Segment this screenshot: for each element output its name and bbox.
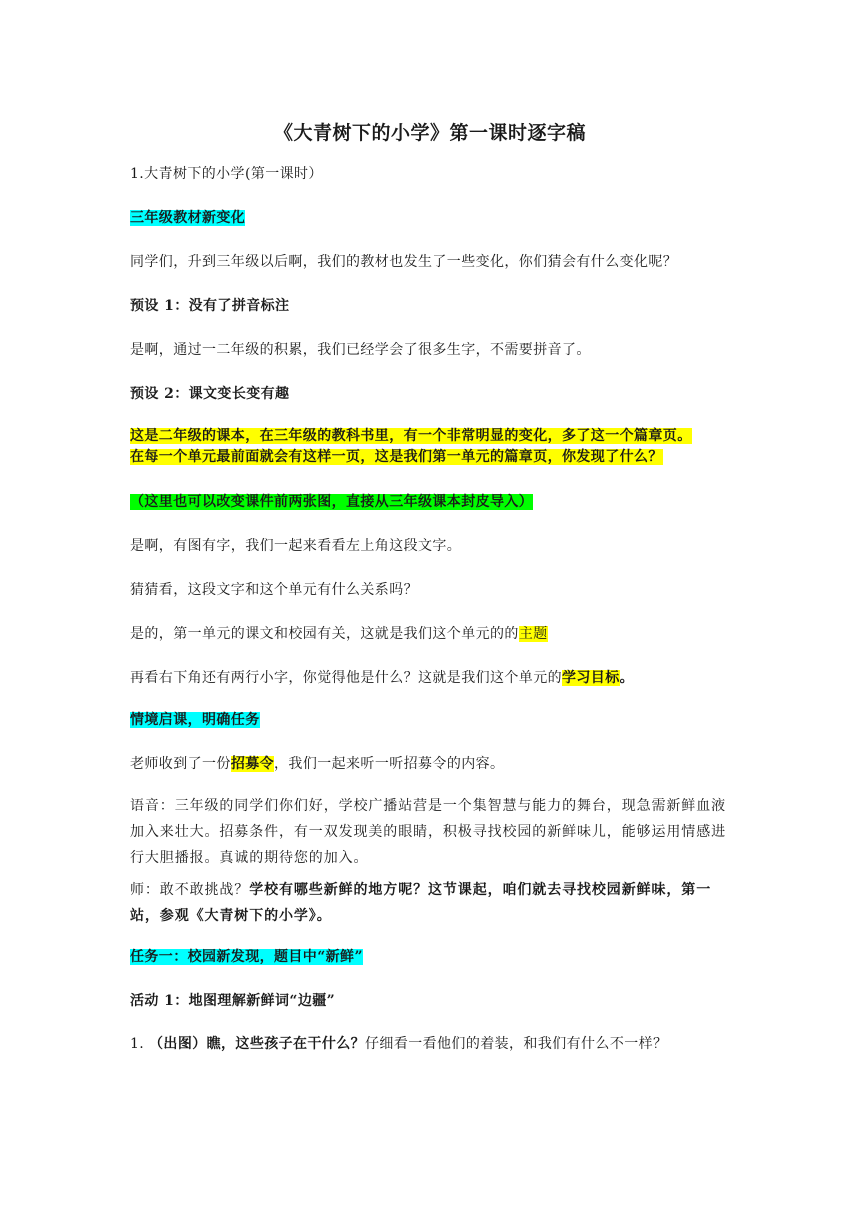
theme-sentence: 是的，第一单元的课文和校园有关，这就是我们这个单元的的	[130, 626, 519, 642]
highlighted-text: 这是二年级的课本，在三年级的教科书里，有一个非常明显的变化，多了这一个篇章页。	[130, 428, 692, 444]
question-bold: （出图）瞧，这些孩子在干什么？	[149, 1036, 366, 1052]
recruit-order-word: 招募令	[230, 756, 275, 772]
guess-question: 猜猜看，这段文字和这个单元有什么关系吗？	[130, 582, 418, 598]
lesson-heading: 1.大青树下的小学(第一课时）	[130, 166, 323, 182]
picture-text-line: 是啊，有图有字，我们一起来看看左上角这段文字。	[130, 538, 462, 554]
voice-paragraph: 语音：三年级的同学们你们好，学校广播站营是一个集智慧与能力的舞台，现急需新鲜血液加入来壮大。招募条件，有一双发现美的眼睛，积极寻找校园的新鲜味儿，能够运用情感进行大胆播报。真诚的期待您的加入。	[130, 798, 726, 866]
note-green	[130, 490, 740, 514]
theme-word: 主题	[518, 626, 548, 642]
question-number: 1.	[130, 1036, 145, 1052]
teacher-prefix: 师：敢不敢挑战？	[130, 882, 250, 898]
activity-1-heading: 活动 1：地图理解新鲜词“边疆”	[130, 993, 336, 1009]
task-1-heading	[130, 945, 740, 969]
chapter-page-line-2	[130, 445, 740, 469]
goal-word: 学习目标	[562, 670, 620, 686]
question-1	[130, 1032, 740, 1056]
preset-1-response: 是啊，通过一二年级的积累，我们已经学会了很多生字，不需要拼音了。	[130, 342, 591, 358]
preset-2-label: 预设 2：课文变长变有趣	[130, 386, 290, 402]
goal-tail: 。	[619, 670, 635, 686]
highlighted-text: 在每一个单元最前面就会有这样一页，这是我们第一单元的篇章页，你发现了什么？	[130, 449, 663, 465]
teacher-received-line	[130, 752, 740, 776]
preset-1-label: 预设 1：没有了拼音标注	[130, 298, 290, 314]
page-title: 《大青树下的小学》第一课时逐字稿	[273, 122, 586, 144]
goal-sentence: 再看右下角还有两行小字，你觉得他是什么？这就是我们这个单元的	[130, 670, 562, 686]
section-label: 任务一：校园新发现，题目中“新鲜”	[130, 949, 363, 965]
teacher-bold-text: 学校有哪些新鲜的地方呢？这节课起，咱们就去寻找校园新鲜味，第一站，参观《大青树下的小学》。	[130, 882, 712, 924]
highlighted-note: （这里也可以改变课件前两张图，直接从三年级课本封皮导入）	[130, 494, 534, 510]
theme-line	[130, 622, 740, 646]
section-label: 情境启课，明确任务	[130, 712, 260, 728]
goal-line	[130, 666, 740, 690]
intro-question: 同学们，升到三年级以后啊，我们的教材也发生了一些变化，你们猜会有什么变化呢？	[130, 254, 678, 270]
teacher-challenge-paragraph	[130, 877, 740, 929]
section-heading-situation	[130, 708, 740, 732]
section-label: 三年级教材新变化	[130, 210, 246, 226]
text-part: 老师收到了一份	[130, 756, 231, 772]
section-heading-new-textbook	[130, 206, 740, 230]
text-part: ，我们一起来听一听招募令的内容。	[274, 756, 505, 772]
question-rest: 仔细看一看他们的着装，和我们有什么不一样？	[365, 1036, 668, 1052]
